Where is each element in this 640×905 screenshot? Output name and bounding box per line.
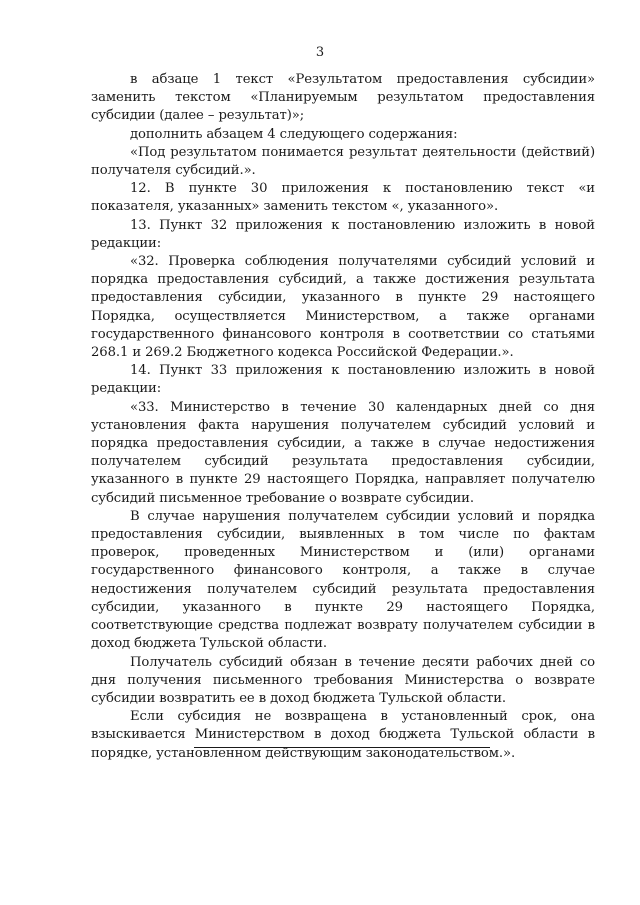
paragraph-add-abzac-4: дополнить абзацем 4 следующего содержания: bbox=[130, 126, 458, 142]
paragraph-abzac-1-replace: в абзаце 1 текст «Результатом предоставления субсидии» заменить текстом «Планируемым результатом предоставления субсидии (далее – результат)»; bbox=[91, 72, 595, 124]
paragraph-result-definition: «Под результатом понимается результат деятельности (действий) получателя субсидий.». bbox=[91, 144, 595, 179]
page-number: 3 bbox=[315, 45, 325, 60]
paragraph-violation-return: В случае нарушения получателем субсидии условий и порядка предоставления субсидии, выявленных в том числе по фактам проверок, проведенных Министерством и (или) органами государственного финансового контроля, а также в случае недостижения получателем субсидий результата предоставления субсидии, указанного в пункте 29 настоящего Порядка, соответствующие средства подлежат возврату получателем субсидии в доход бюджета Тульской области. bbox=[91, 508, 595, 652]
paragraph-point-32: «32. Проверка соблюдения получателями субсидий условий и порядка предоставления субсидий, а также достижения результата предоставления субсидии, указанного в пункте 29 настоящего Порядка, осуществляется Министерством, а также органами государственного финансового контроля в соответствии со статьями 268.1 и 269.2 Бюджетного кодекса Российской Федерации.». bbox=[91, 254, 595, 361]
paragraph-recovery: Если субсидия не возвращена в установленный срок, она взыскивается Министерством в доход бюджета Тульской области в порядке, установленном действующим законодательством.». bbox=[91, 709, 595, 761]
closing-divider bbox=[194, 747, 490, 748]
paragraph-item-13: 13. Пункт 32 приложения к постановлению изложить в новой редакции: bbox=[91, 217, 595, 251]
paragraph-ten-days-return: Получатель субсидий обязан в течение десяти рабочих дней со дня получения письменного требования Министерства о возврате субсидии возвратить ее в доход бюджета Тульской области. bbox=[91, 654, 595, 706]
paragraph-item-12: 12. В пункте 30 приложения к постановлению текст «и показателя, указанных» заменить текстом «, указанного». bbox=[91, 181, 595, 215]
document-body bbox=[91, 71, 595, 763]
paragraph-point-33: «33. Министерство в течение 30 календарных дней со дня установления факта нарушения получателем субсидий условий и порядка предоставления субсидии, а также в случае недостижения получателем субсидий результата предоставления субсидии, указанного в пункте 29 настоящего Порядка, направляет получателю субсидий письменное требование о возврате субсидии. bbox=[91, 399, 595, 506]
paragraph-item-14: 14. Пункт 33 приложения к постановлению изложить в новой редакции: bbox=[91, 363, 595, 397]
